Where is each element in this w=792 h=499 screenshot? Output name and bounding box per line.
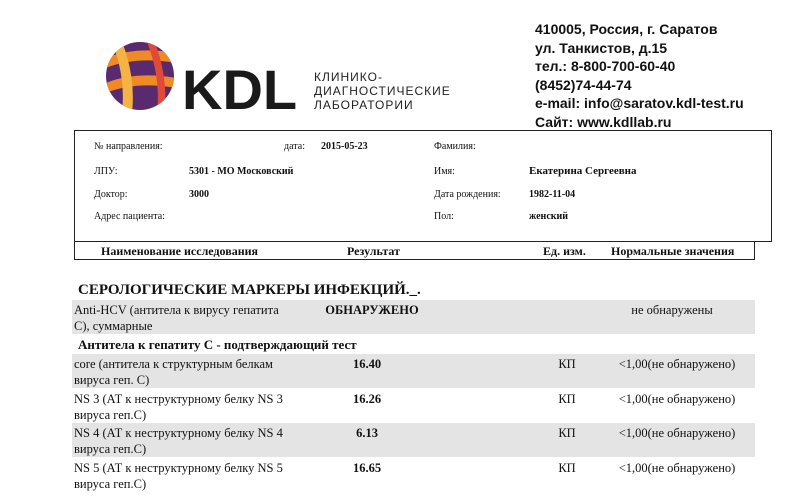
test-result: 16.40 [352,357,382,371]
contact-phone-local: (8452)74-44-74 [535,76,632,93]
contact-street: ул. Танкистов, д.15 [535,39,668,56]
referral-label: № направления: [94,141,163,152]
contact-website: Сайт: www.kdllab.ru [535,113,672,130]
test-name [74,391,314,423]
test-name [74,356,314,388]
brand-name: KDL [182,58,298,121]
test-result: 16.26 [352,392,382,406]
brand-subtitle-line: ДИАГНОСТИЧЕСКИЕ [314,84,451,98]
test-name-line: core (антитела к структурным белкам [74,357,273,371]
kdl-logo-icon [100,36,180,116]
doctor-value: 3000 [189,189,209,200]
brand-subtitle-line: КЛИНИКО- [314,70,383,84]
brand-subtitle-line: ЛАБОРАТОРИИ [314,98,414,112]
test-name-line: вируса геп.С) [74,442,147,456]
table-row [72,300,755,334]
patient-info-box [74,130,772,242]
test-norm: <1,00(не обнаружено) [618,392,736,406]
contact-email: e-mail: info@saratov.kdl-test.ru [535,95,744,111]
lpu-value: 5301 - МО Московский [189,166,294,177]
sex-value: женский [529,211,569,222]
test-name-line: С), суммарные [74,319,153,333]
test-unit: КП [558,426,576,440]
contact-address: 410005, Россия, г. Саратов [535,21,718,37]
test-norm: <1,00(не обнаружено) [618,357,736,371]
date-label: дата: [284,141,305,152]
test-name-line: NS 5 (АТ к неструктурному белку NS 5 [74,461,283,475]
test-name-line: вируса геп.С) [74,477,147,491]
header-result: Результат [347,244,401,258]
test-result: 16.65 [352,461,382,475]
test-unit: КП [558,357,576,371]
name-value: Екатерина Сергеевна [529,165,637,177]
contact-phone: тел.: 8-800-700-60-40 [535,58,676,74]
lpu-label: ЛПУ: [94,166,118,177]
test-result: 6.13 [356,426,378,440]
birth-label: Дата рождения: [434,189,501,200]
test-name-line: вируса геп.С) [74,408,147,422]
section-title: СЕРОЛОГИЧЕСКИЕ МАРКЕРЫ ИНФЕКЦИЙ._. [78,282,421,298]
surname-label: Фамилия: [434,141,476,152]
test-name-line: NS 4 (АТ к неструктурному белку NS 4 [74,426,283,440]
doctor-label: Доктор: [94,189,128,200]
header-unit: Ед. изм. [543,244,586,258]
table-row [72,354,755,388]
test-name-line: вируса геп. С) [74,373,150,387]
date-value: 2015-05-23 [321,141,368,152]
address-label: Адрес пациента: [94,211,165,222]
test-result: ОБНАРУЖЕНО [325,303,419,317]
test-name-line: NS 3 (АТ к неструктурному белку NS 3 [74,392,283,406]
test-name [74,302,314,334]
test-norm: не обнаружены [631,303,713,317]
table-row [72,423,755,457]
test-norm: <1,00(не обнаружено) [618,426,736,440]
test-unit: КП [558,461,576,475]
table-row [72,458,755,494]
test-name-line: Anti-HCV (антитела к вирусу гепатита [74,303,279,317]
test-unit: КП [558,392,576,406]
subsection-title: Антитела к гепатиту С - подтверждающий тест [78,337,357,352]
results-table-header [74,242,755,260]
birth-value: 1982-11-04 [529,189,576,200]
header-name: Наименование исследования [101,244,259,258]
test-name [74,460,314,492]
sex-label: Пол: [434,211,454,222]
contact-block [535,20,744,131]
test-name [74,425,314,457]
header-norm: Нормальные значения [611,244,735,258]
brand-subtitle [314,70,451,112]
name-label: Имя: [434,166,455,177]
table-row [72,389,755,423]
test-norm: <1,00(не обнаружено) [618,461,736,475]
